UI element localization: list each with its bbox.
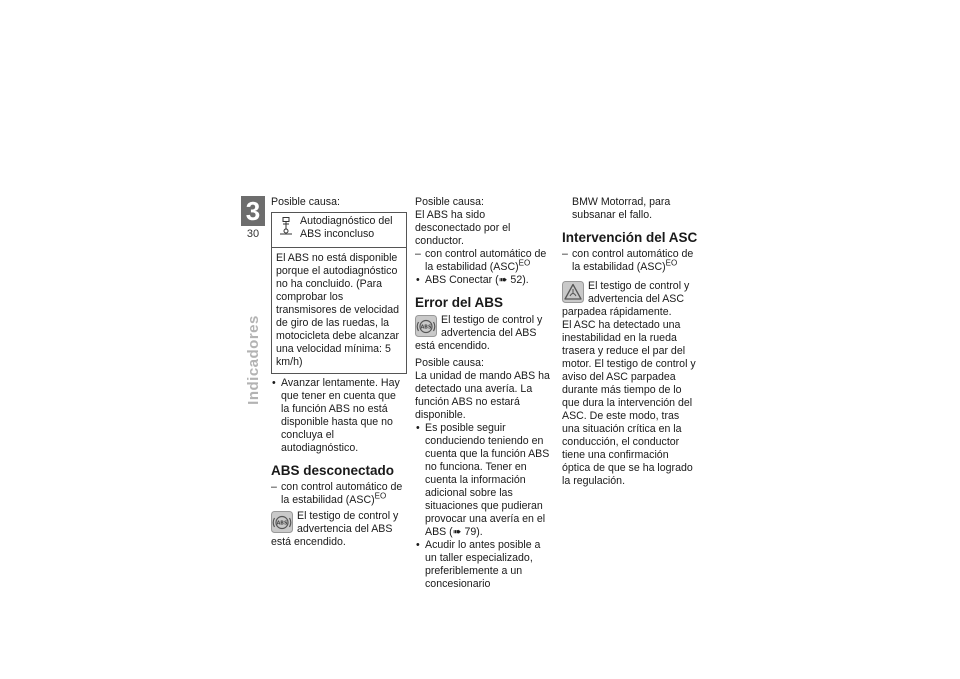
list-item: • Es posible seguir conduciendo teniendo en cuenta que la función ABS no funciona. Tener en cuenta la información adicional sobre las situaciones que pudieran provocar una avería en el ABS (➠ 79).: [415, 422, 551, 539]
section-heading-abs-error: Error del ABS: [415, 295, 504, 310]
list-item: • Avanzar lentamente. Hay que tener en cuenta que la función ABS no está disponible hasta que no concluya el autodiagnóstico.: [271, 377, 407, 455]
continued-text: BMW Motorrad, para subsanar el fallo.: [572, 196, 671, 221]
abs-warning-light-icon: [271, 511, 293, 533]
list-item: – con control automático de la estabilidad (ASC)$^{EO}$: [415, 248, 551, 274]
chapter-side-label: Indicadores: [244, 315, 262, 405]
chapter-number: 3: [241, 196, 265, 226]
info-box-header: [272, 213, 406, 247]
abs-warning-light-icon: [415, 315, 437, 337]
cause-text: El ABS ha sido desconectado por el conductor.: [415, 209, 511, 247]
cause-text: La unidad de mando ABS ha detectado una avería. La función ABS no estará disponible.: [415, 370, 550, 421]
bullet-list: [415, 422, 551, 591]
info-box-title: Autodiagnóstico del ABS inconcluso: [300, 215, 393, 240]
warning-text: El testigo de control y advertencia del ABS está encendido.: [271, 510, 399, 548]
section-heading-abs-off: ABS desconectado: [271, 463, 395, 478]
asc-warning-light-icon: [562, 281, 584, 303]
equipment-superscript: EO: [665, 258, 678, 268]
warning-row: [415, 314, 551, 353]
dash-list: [271, 481, 407, 507]
svg-text:ABS: ABS: [276, 521, 288, 527]
dash-list: [415, 248, 551, 274]
equipment-superscript: EO: [518, 258, 531, 268]
svg-text:ABS: ABS: [420, 325, 432, 331]
warning-text: El testigo de control y advertencia del ABS está encendido.: [415, 314, 543, 352]
equipment-superscript: EO: [374, 491, 387, 501]
possible-cause-label: Posible causa:: [415, 357, 484, 369]
list-item: • ABS Conectar (➠ 52).: [415, 274, 551, 287]
warning-text: El testigo de control y advertencia del ASC parpadea rápidamente.: [562, 280, 690, 318]
page-number: 30: [246, 228, 260, 240]
page-reference-link[interactable]: ➠ 52: [498, 274, 523, 286]
bullet-list: [415, 274, 551, 287]
page-reference-link[interactable]: ➠ 79: [452, 526, 477, 538]
column-3: [562, 196, 698, 488]
possible-cause-label: Posible causa:: [415, 196, 484, 208]
bullet-list: [271, 377, 407, 455]
possible-cause-label: Posible causa:: [271, 196, 340, 208]
info-box-body: El ABS no está disponible porque el autodiagnóstico no ha concluido. (Para comprobar los transmisores de velocidad de giro de las ruedas, la motocicleta debe alcanzar una velocidad mínima: 5 km/h): [272, 247, 406, 373]
list-item: • Acudir lo antes posible a un taller especializado, preferiblemente a un concesionario: [415, 539, 551, 591]
column-1: [271, 196, 407, 549]
abs-sensor-icon: [279, 217, 293, 239]
section-heading-asc: Intervención del ASC: [562, 230, 698, 245]
list-item: – con control automático de la estabilidad (ASC)$^{EO}$: [562, 248, 698, 274]
list-item: – con control automático de la estabilidad (ASC)$^{EO}$: [271, 481, 407, 507]
dash-list: [562, 248, 698, 274]
info-box: [271, 212, 407, 374]
warning-row: [271, 510, 407, 549]
column-2: [415, 196, 551, 591]
body-text: El ASC ha detectado una inestabilidad en la rueda trasera y reduce el par del motor. El testigo de control y aviso del ASC parpadea durante más tiempo de lo que dura la intervención del ASC. De este modo, tras una situación crítica en la conducción, el conductor tiene una confirmación óptica de que se ha logrado la regulación.: [562, 319, 696, 487]
warning-row: [562, 280, 698, 319]
